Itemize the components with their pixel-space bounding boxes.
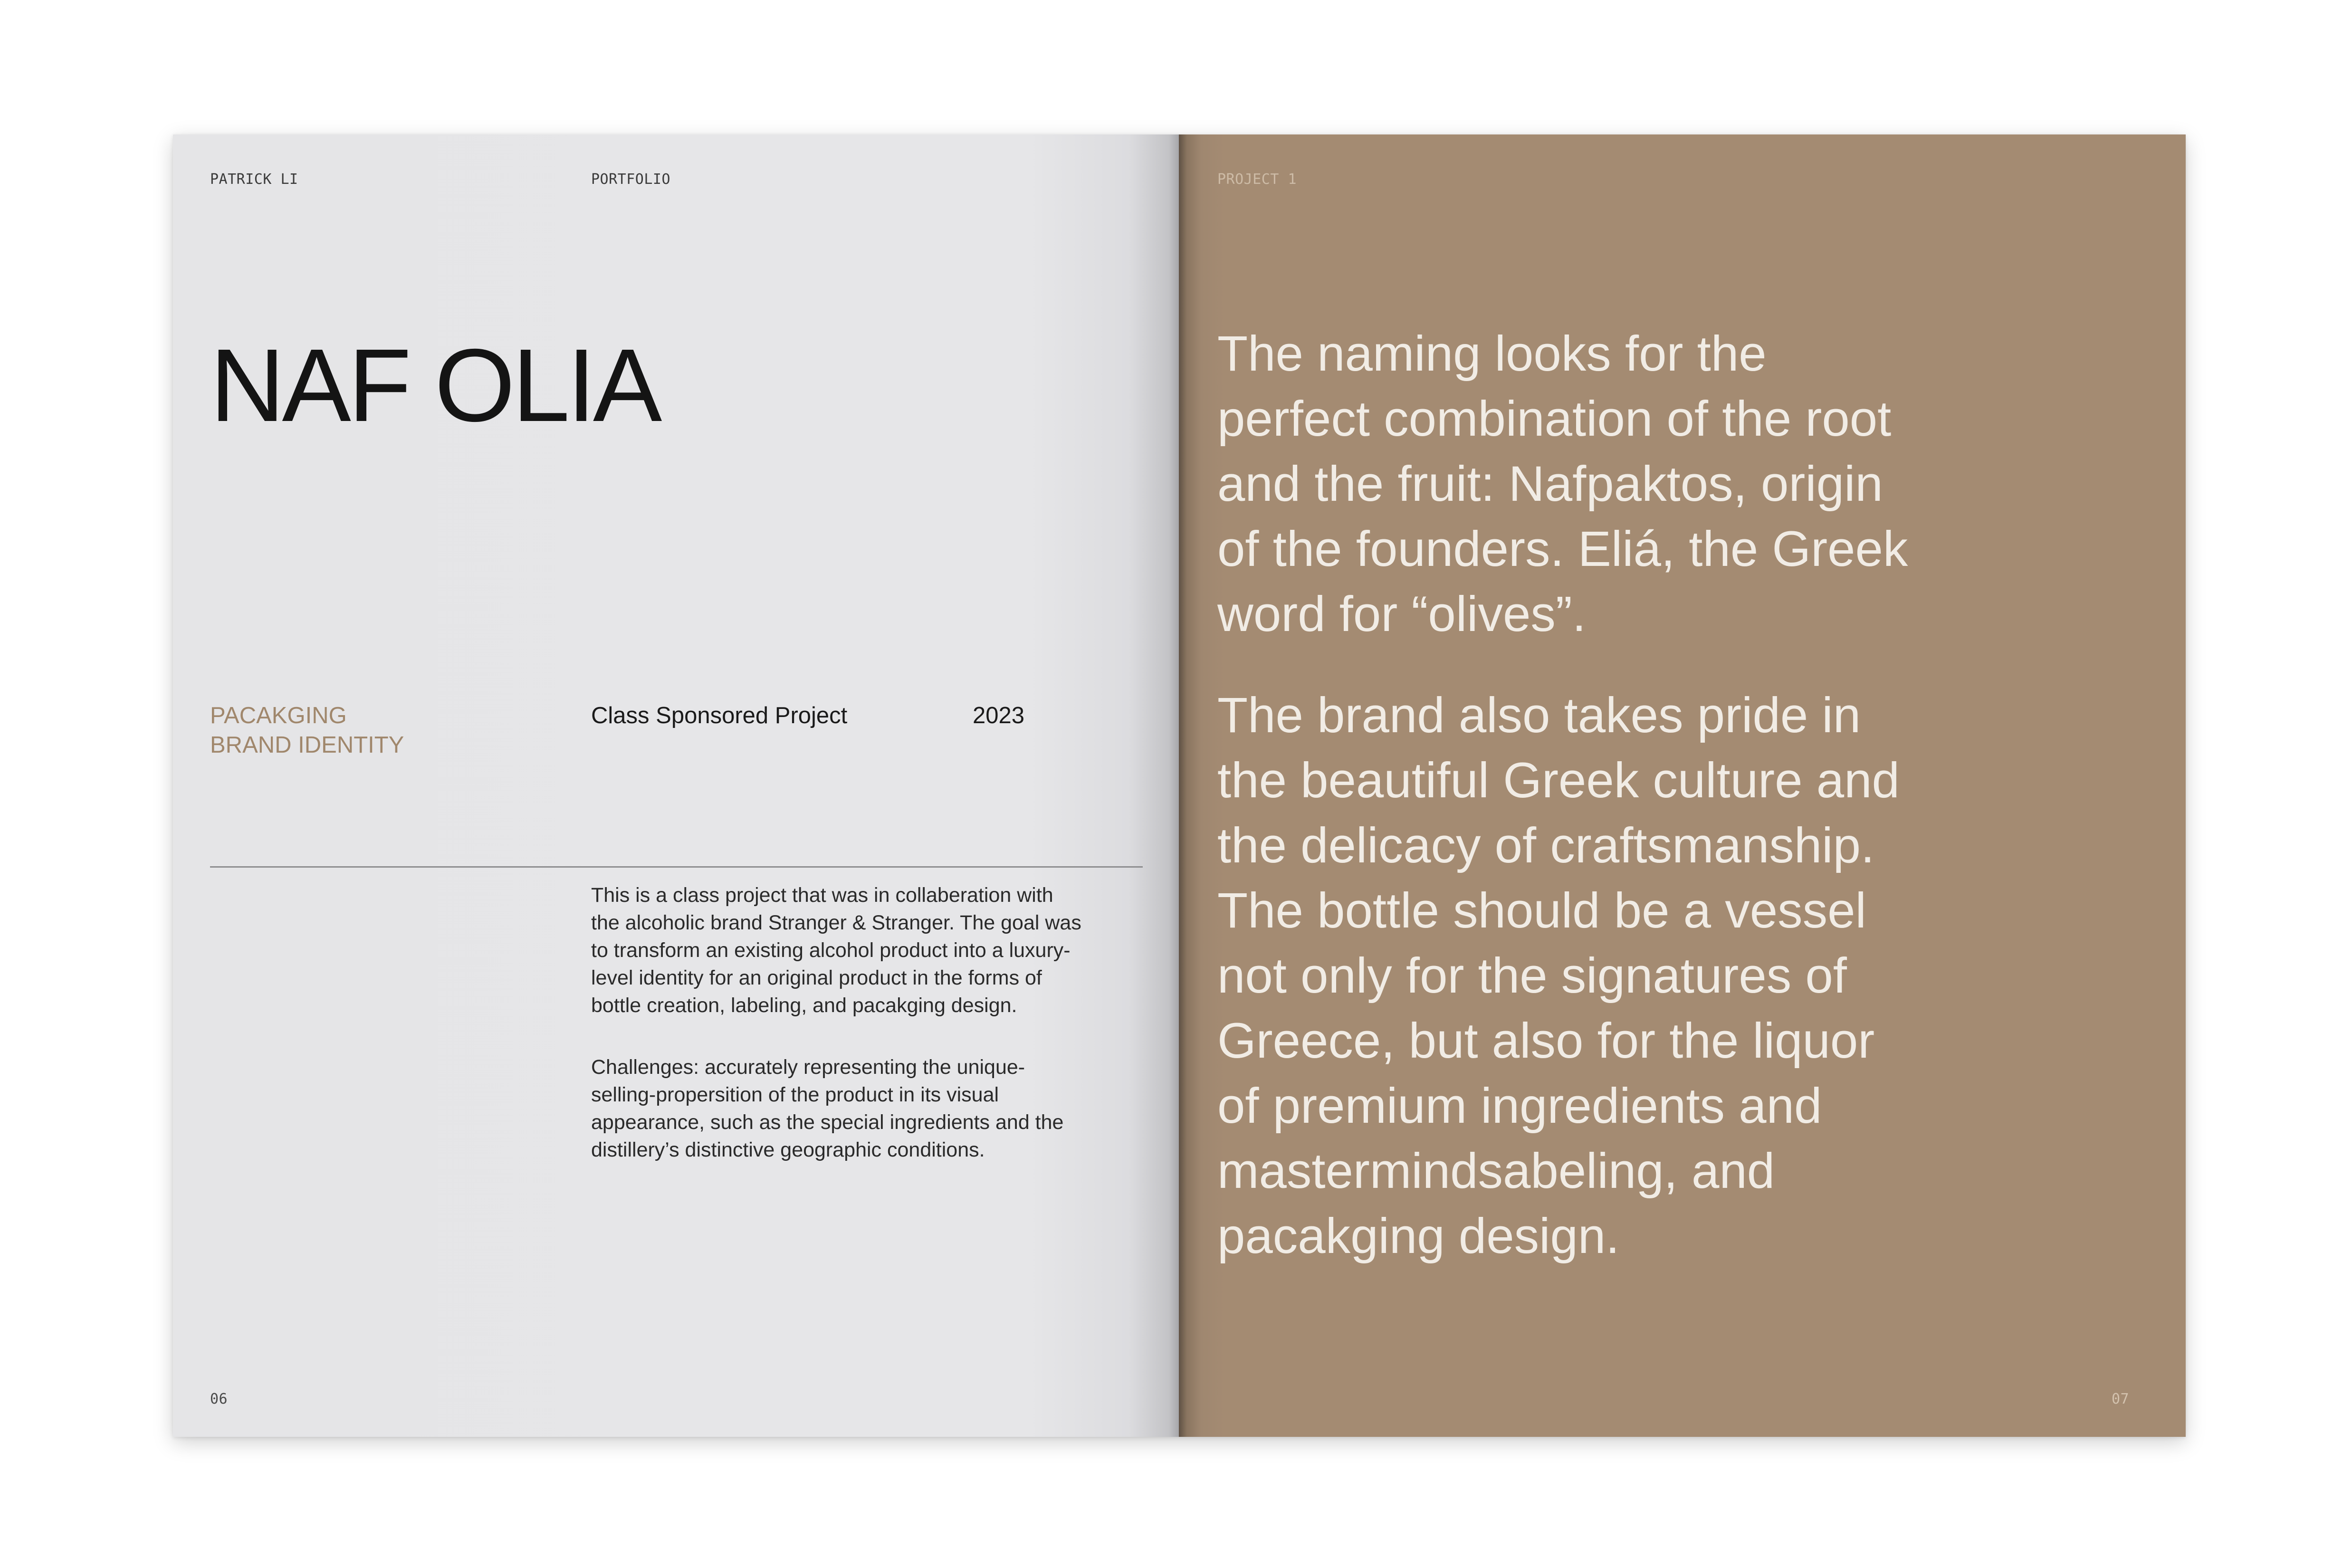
page-number-left: 06 (210, 1391, 228, 1407)
text-line: the delicacy of craftsmanship. (1217, 818, 1875, 873)
text-line: perfect combination of the root (1217, 391, 1892, 447)
project-description (591, 881, 1128, 1198)
header-project-label: PROJECT 1 (1217, 171, 1297, 188)
project-categories (210, 701, 404, 760)
text-line: the alcoholic brand Stranger & Stranger. The goal was (591, 911, 1081, 934)
category-label: BRAND IDENTITY (210, 732, 404, 758)
project-year: 2023 (973, 703, 1025, 728)
text-line: the beautiful Greek culture and (1217, 753, 1900, 808)
project-statement (1217, 321, 2120, 1305)
text-line: The naming looks for the (1217, 326, 1767, 382)
text-line: mastermindsabeling, and (1217, 1143, 1775, 1199)
text-line: word for “olives”. (1217, 586, 1587, 642)
text-line: The brand also takes pride in (1217, 688, 1861, 743)
text-line: pacakging design. (1217, 1208, 1620, 1264)
text-line: level identity for an original product in the forms of (591, 966, 1042, 989)
description-paragraph (591, 881, 1128, 1019)
text-line: Challenges: accurately representing the unique- (591, 1056, 1025, 1079)
left-page (173, 134, 1179, 1437)
text-line: This is a class project that was in collaberation with (591, 884, 1053, 907)
text-line: to transform an existing alcohol product into a luxury- (591, 939, 1071, 962)
page-number-right: 07 (2112, 1391, 2130, 1407)
naming-paragraph (1217, 321, 2120, 647)
text-line: The bottle should be a vessel (1217, 883, 1866, 938)
text-line: not only for the signatures of (1217, 948, 1847, 1004)
text-line: selling-propersition of the product in its visual (591, 1083, 999, 1106)
text-line: of the founders. Eliá, the Greek (1217, 521, 1908, 577)
text-line: Greece, but also for the liquor (1217, 1013, 1875, 1069)
portfolio-spread (173, 134, 2186, 1437)
text-line: and the fruit: Nafpaktos, origin (1217, 456, 1883, 512)
header-section-label: PORTFOLIO (591, 171, 671, 188)
challenges-paragraph (591, 1053, 1128, 1164)
project-title: NAF OLIA (210, 328, 660, 443)
text-line: of premium ingredients and (1217, 1078, 1822, 1134)
text-line: appearance, such as the special ingredients and the (591, 1111, 1064, 1134)
right-page (1179, 134, 2186, 1437)
divider-line (210, 866, 1143, 868)
text-line: distillery’s distinctive geographic conditions. (591, 1138, 985, 1161)
project-type: Class Sponsored Project (591, 703, 848, 728)
category-label: PACAKGING (210, 703, 347, 728)
text-line: bottle creation, labeling, and pacakging design. (591, 994, 1017, 1017)
brand-paragraph (1217, 683, 2120, 1269)
header-author-name: PATRICK LI (210, 171, 298, 188)
